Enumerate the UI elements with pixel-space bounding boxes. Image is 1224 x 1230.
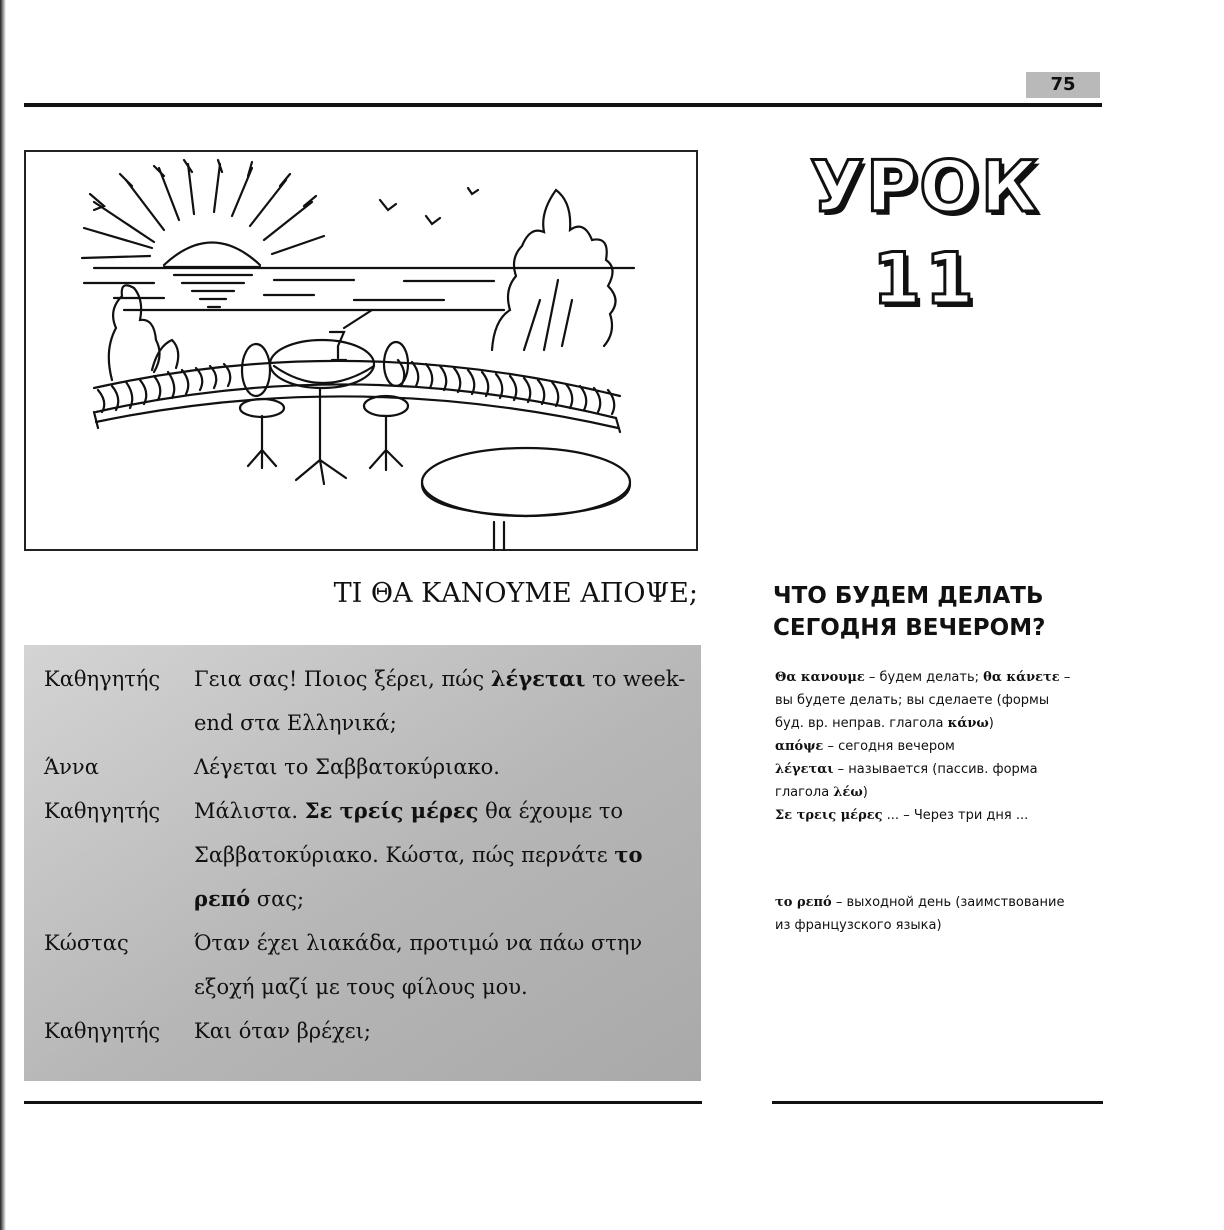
lesson-number: 11 <box>872 238 978 320</box>
text-segment: εξοχή μαζί με τους φίλους μου. <box>194 975 528 999</box>
bold-term: Σε τρείς μέρες <box>304 798 479 823</box>
bold-term: Σε τρεις μέρες <box>775 808 883 823</box>
bold-term: θα κάνετε <box>983 670 1060 685</box>
dialog-line <box>194 745 664 789</box>
text-segment: Όταν έχει λιακάδα, προτιμώ να πάω στην <box>194 931 643 955</box>
vocab-line <box>775 735 1105 758</box>
text-segment: Μάλιστα. <box>194 799 305 823</box>
dialog-line <box>194 877 664 921</box>
text-segment: из французского языка) <box>775 918 942 933</box>
text-segment: – выходной день (заимствование <box>831 895 1065 910</box>
bottom-rule-left <box>24 1101 702 1104</box>
cafe-terrace-illustration <box>24 150 698 551</box>
dialog-speaker: Καθηγητής <box>44 1019 161 1043</box>
dialog-line <box>194 657 686 701</box>
bottom-rule-right <box>772 1101 1103 1104</box>
dialog-line <box>194 701 664 745</box>
vocab-line <box>775 891 1105 914</box>
vocab-line <box>775 804 1105 827</box>
bold-term: το <box>614 842 643 867</box>
lesson-title: УРОК <box>810 146 1040 228</box>
text-segment: – будем делать; <box>864 670 984 685</box>
dialog-speaker: Καθηγητής <box>44 667 161 691</box>
vocabulary-notes-repo <box>775 891 1105 937</box>
bold-term: απόψε <box>775 739 824 754</box>
dialog-speaker: Κώστας <box>44 931 129 955</box>
dialog-speaker: Άννα <box>44 755 99 779</box>
bold-term: το ρεπό <box>775 895 832 910</box>
page-edge-shadow <box>0 0 6 1230</box>
vocab-line <box>775 666 1105 689</box>
bold-term: λέγεται <box>775 762 834 777</box>
text-segment: глагола <box>775 785 834 800</box>
dialog-line <box>194 789 664 833</box>
page-number: 75 <box>1026 72 1100 98</box>
vocab-line <box>775 758 1105 781</box>
text-segment: – сегодня вечером <box>823 739 955 754</box>
top-rule <box>24 103 1102 107</box>
text-segment: ) <box>988 716 994 731</box>
russian-title: ЧТО БУДЕМ ДЕЛАТЬ СЕГОДНЯ ВЕЧЕРОМ? <box>773 583 1046 641</box>
dialog-line <box>194 1009 664 1053</box>
text-segment: – <box>1059 670 1071 685</box>
dialog-line <box>194 833 664 877</box>
vocab-line <box>775 781 1105 804</box>
text-segment: end στα Ελληνικά; <box>194 711 397 735</box>
vocab-line <box>775 914 1105 937</box>
dialog-box <box>24 645 701 1081</box>
text-segment: Γεια σας! Ποιος ξέρει, πώς <box>194 667 491 691</box>
dialog-line <box>194 965 664 1009</box>
dialog-line <box>194 921 664 965</box>
vocab-line <box>775 689 1105 712</box>
text-segment: Λέγεται το Σαββατοκύριακο. <box>194 755 500 779</box>
bold-term: λέω <box>833 785 863 800</box>
vocabulary-notes <box>775 666 1105 827</box>
text-segment: – называется (пассив. форма <box>833 762 1038 777</box>
dialog-title: ΤΙ ΘΑ ΚΑΝΟΥΜΕ ΑΠΟΨΕ; <box>333 578 698 609</box>
text-segment: θα έχουμε το <box>478 799 624 823</box>
text-segment: σας; <box>250 887 305 911</box>
bold-term: Θα κανουμε <box>775 670 865 685</box>
text-segment: буд. вр. неправ. глагола <box>775 716 948 731</box>
text-segment: ) <box>862 785 868 800</box>
text-segment: вы будете делать; вы сделаете (формы <box>775 693 1050 708</box>
bold-term: λέγεται <box>490 666 586 691</box>
text-segment: Και όταν βρέχει; <box>194 1019 371 1043</box>
text-segment: το week- <box>585 667 686 691</box>
dialog-speaker: Καθηγητής <box>44 799 161 823</box>
text-segment: Σαββατοκύριακο. Κώστα, πώς περνάτε <box>194 843 615 867</box>
bold-term: ρεπό <box>194 886 251 911</box>
vocab-line <box>775 712 1105 735</box>
bold-term: κάνω <box>947 716 989 731</box>
text-segment: ... – Через три дня ... <box>882 808 1029 823</box>
